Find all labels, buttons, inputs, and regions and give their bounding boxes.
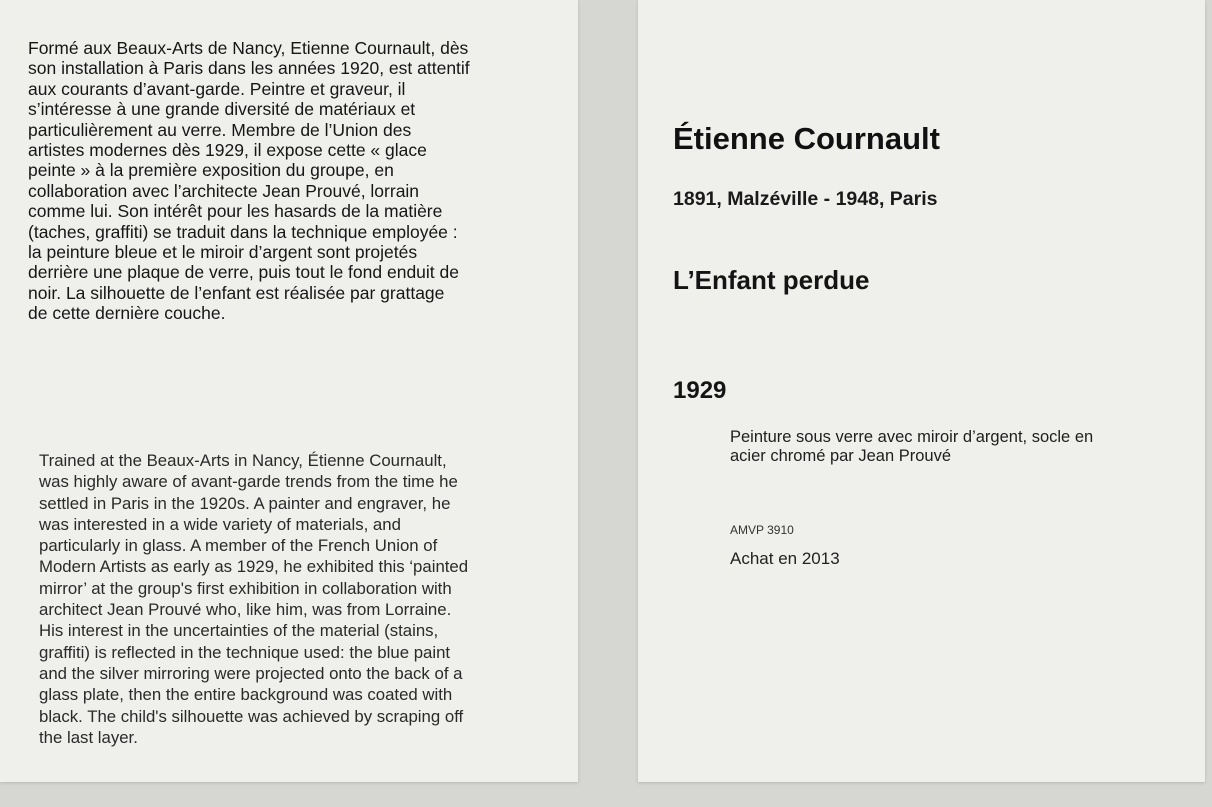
text-line: His interest in the uncertainties of the material (stains, [39, 621, 439, 641]
text-line: the last layer. [39, 727, 138, 747]
artwork-title: L’Enfant perdue [673, 265, 870, 295]
text-line: acier chromé par Jean Prouvé [730, 447, 952, 465]
text-line: architect Jean Prouvé who, like him, was from Lorraine. [39, 600, 452, 620]
french-description [28, 38, 470, 324]
text-line: particularly in glass. A member of the French Union of [39, 536, 438, 556]
acquisition-info: Achat en 2013 [730, 549, 840, 568]
text-line: comme lui. Son intérêt pour les hasards de la matière [28, 201, 443, 222]
text-line: Peinture sous verre avec miroir d’argent, socle en [730, 428, 1094, 446]
text-line: mirror’ at the group's first exhibition in collaboration with [39, 578, 452, 598]
text-line: s’intéresse à une grande diversité de matériaux et [28, 99, 416, 120]
inventory-number: AMVP 3910 [730, 523, 794, 537]
artist-dates: 1891, Malzéville - 1948, Paris [673, 188, 938, 210]
text-line: aux courants d’avant-garde. Peintre et graveur, il [28, 78, 406, 99]
text-line: artistes modernes dès 1929, il expose cette « glace [28, 140, 427, 161]
text-line: noir. La silhouette de l’enfant est réalisée par grattage [28, 282, 445, 303]
artwork-medium [730, 428, 1093, 466]
text-line: was highly aware of avant-garde trends from the time he [39, 472, 458, 492]
text-line: Modern Artists as early as 1929, he exhibited this ‘painted [39, 557, 469, 577]
text-line: peinte » à la première exposition du groupe, en [28, 160, 394, 181]
artwork-label-card [638, 0, 1205, 782]
text-line: and the silver mirroring were projected onto the back of a [39, 663, 463, 683]
text-line: derrière une plaque de verre, puis tout le fond enduit de [28, 262, 459, 283]
description-label-card [0, 0, 578, 782]
text-line: son installation à Paris dans les années 1920, est attentif [28, 58, 470, 79]
text-line: (taches, graffiti) se traduit dans la technique employée : [28, 221, 458, 242]
artwork-year: 1929 [673, 377, 727, 404]
text-line: la peinture bleue et le miroir d’argent sont projetés [28, 242, 418, 263]
text-line: graffiti) is reflected in the technique used: the blue paint [39, 642, 451, 662]
english-description [39, 450, 468, 748]
text-line: was interested in a wide variety of materials, and [39, 514, 401, 534]
text-line: black. The child's silhouette was achieved by scraping off [39, 706, 464, 726]
text-line: glass plate, then the entire background was coated with [39, 685, 453, 705]
text-line: Formé aux Beaux-Arts de Nancy, Etienne Cournault, dès [28, 38, 469, 58]
text-line: settled in Paris in the 1920s. A painter and engraver, he [39, 493, 451, 513]
text-line: de cette dernière couche. [28, 303, 226, 324]
artist-name: Étienne Cournault [673, 121, 940, 156]
text-line: collaboration avec l’architecte Jean Prouvé, lorrain [28, 180, 420, 201]
text-line: particulièrement au verre. Membre de l’Union des [28, 119, 412, 140]
text-line: Trained at the Beaux-Arts in Nancy, Étienne Cournault, [39, 451, 447, 470]
